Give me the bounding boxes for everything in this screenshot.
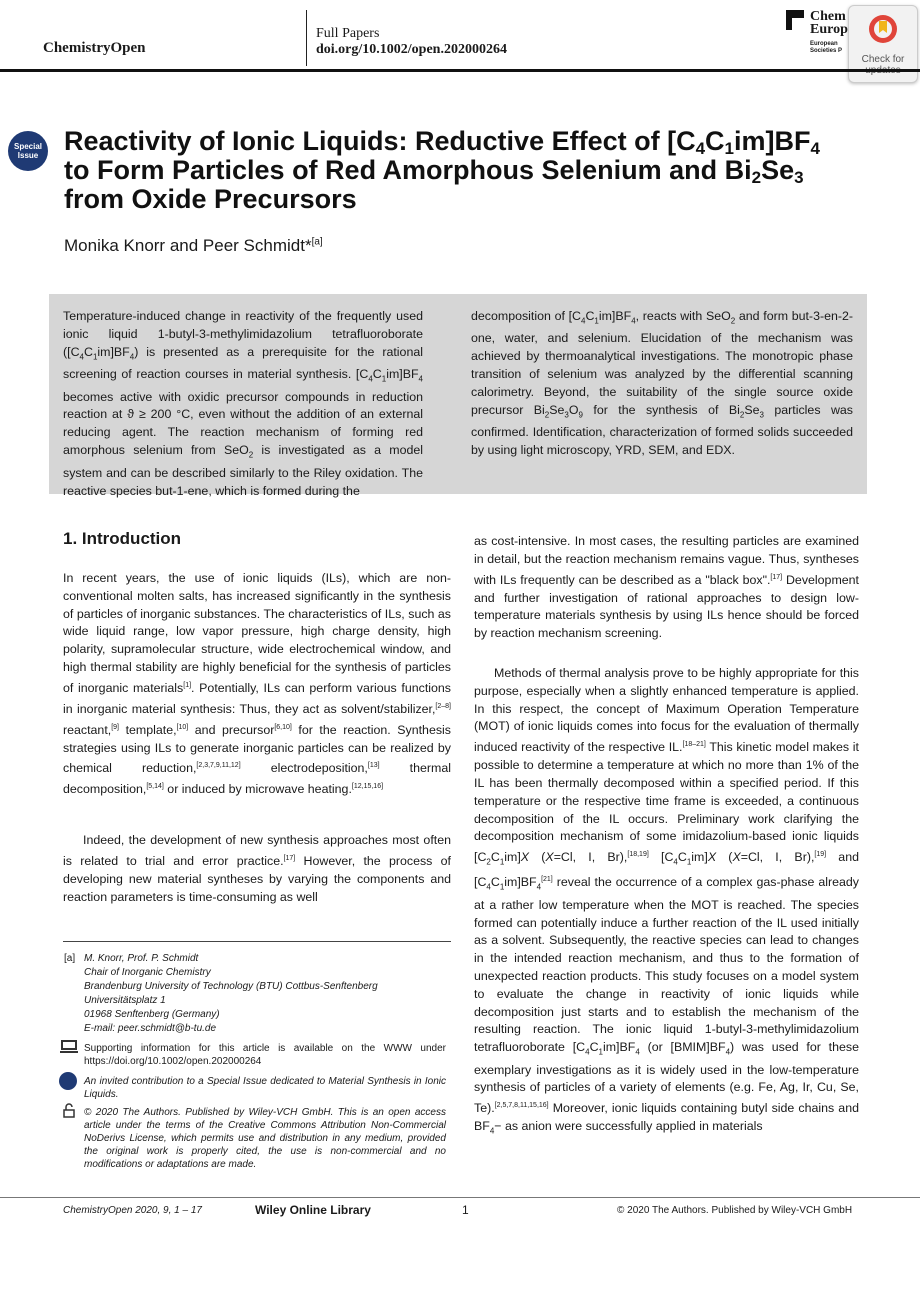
logo-text-line2: Europ	[810, 22, 848, 37]
section-heading: 1. Introduction	[63, 529, 182, 548]
doi-link[interactable]: doi.org/10.1002/open.202000264	[316, 42, 507, 57]
logo-text-line1: Chem	[810, 10, 846, 24]
intro-right-paragraph-1	[474, 533, 859, 643]
affiliation	[64, 952, 378, 1036]
special-issue-small-icon	[59, 1072, 77, 1090]
body-paragraph: as cost-intensive. In most cases, the resulting particles are examined in detail, but the reaction mechanism remains vague. Thus, syntheses with ILs frequently can be described as a "black box".[17] Development and further investigation of rational approaches to design low-temperature materials synthesis by using ILs hence should be forced by reaction mechanism screening.	[474, 534, 859, 641]
body-paragraph: Methods of thermal analysis prove to be highly appropriate for this purpose, especially when a slightly enhanced temperature is applied. In this respect, the concept of Maximum Operation Temperature (MOT) of ionic liquids comes into focus for the evaluation of thermally induced reactivity of the respective IL.[18–21] This kinetic model makes it possible to determine a temperature at which no more than 1% of the IL has been thermally decomposed within a specified period. If this temperature or the respective time frame is exceeded, a continuous decomposition of the IL occurs. Preliminary work clarifying the decomposition mechanism of some imidazolium-based ionic liquids $[C_2C_1im]X$ (X=Cl, I, Br),[18,19] $[C_4C_1im]X$ (X=Cl, I, Br),[19] and $[C_4C_1im]BF_4[21]$ reveal the occurrence of a complex gas-phase already at a rather low temperature when the MOT is reached. The species formed can potentially induce a further reaction of the IL used initially as a solvent. Subsequently, the reactive species can lead to changes in the intended reaction mechanism, and thus to the formation of unexpected reaction products. This study focuses on a model system to evaluate the change in reactivity of ionic liquids while decomposition just starts and to establish the mechanism of the resulting reaction. The ionic liquid 1-butyl-3-methylimidazolium tetrafluoroborate $[C_4C_1im]BF_4$ (or $[BMIM]BF_4$) was used for these exemplary investigations as it is widely used in the low-temperature synthesis of particles of a variety of elements (e.g. Fe, Ag, Ir, Cu, Se, Te).[2,5,7,8,11,15,16] Moreover, ionic liquids containing butyl side chains and $BF_4-$ as anion were successfully applied in materials	[474, 666, 859, 1136]
special-issue-badge	[8, 131, 48, 171]
affiliation-line: 01968 Senftenberg (Germany)	[84, 1009, 220, 1020]
chemistry-europe-logo	[786, 10, 850, 66]
abstract-right-column: decomposition of $[C_4C_1im]BF_4$, reacts with SeO$_2$ and form but-3-en-2-one, water, and selenium. Elucidation of the mechanism was achieved by thermoanalytical investigations. The monotropic phase transition of selenium was analyzed by the differential scanning calorimetry. Beyond, the suitability of the single source oxide precursor $Bi_2Se_3O_9$ for the synthesis of $Bi_2Se_3$ particles was confirmed. Identification, characterization of formed solids succeeded by using light microscopy, YRD, SEM, and EDX.	[471, 309, 854, 458]
wiley-online-library-link[interactable]: Wiley Online Library	[255, 1203, 371, 1217]
intro-left-paragraph-2	[63, 832, 451, 906]
logo-text-line3: European	[810, 41, 838, 47]
header-rule	[0, 69, 920, 72]
footer-rule	[0, 1197, 920, 1198]
badge-line1: Special	[13, 142, 42, 151]
article-title: Reactivity of Ionic Liquids: Reductive Effect of $[C_4C_1im]BF_4$ to Form Particles of Red Amorphous Selenium and $Bi_2Se_3$ from Oxide Precursors	[64, 126, 820, 214]
abstract-left-column: Temperature-induced change in reactivity of the frequently used ionic liquid 1-butyl-3-methylimidazolium tetrafluoroborate $([C_4C_1im]BF_4)$ is presented as a prerequisite for the rational screening of reaction courses in material synthesis. $[C_4C_1im]BF_4$ becomes active with oxidic precursor compounds in reduction reaction at ϑ ≥ 200 °C, even without the addition of an external reducing agent. The reaction mechanism of forming red amorphous selenium from SeO$_2$ is investigated as a model system and can be described similarly to the Riley oxidation. The reactive species but-1-ene, which is formed during the	[63, 309, 423, 498]
affiliation-line: M. Knorr, Prof. P. Schmidt	[84, 953, 199, 964]
page-number: 1	[462, 1203, 469, 1217]
crossmark-icon	[868, 14, 898, 44]
author-list: Monika Knorr and Peer Schmidt*[a]	[64, 236, 323, 255]
affiliation-label: [a]	[64, 953, 76, 964]
logo-text-line4: Societies P	[810, 48, 843, 54]
abstract-box	[49, 294, 867, 498]
supporting-info-note: Supporting information for this article is available on the WWW under https://doi.org/10.1002/open.202000264	[84, 1043, 446, 1067]
computer-icon	[60, 1039, 78, 1054]
chemistry-europe-mark-icon	[786, 10, 804, 30]
footer-citation: ChemistryOpen 2020, 9, 1 – 17	[63, 1205, 202, 1216]
footer-copyright: © 2020 The Authors. Published by Wiley-VCH GmbH	[617, 1205, 853, 1216]
badge-line2: Issue	[17, 151, 39, 160]
affiliation-line: Universitätsplatz 1	[84, 995, 166, 1006]
affiliation-line: Chair of Inorganic Chemistry	[84, 967, 211, 978]
journal-name: ChemistryOpen	[43, 40, 146, 56]
check-for-updates-label: Check for	[861, 54, 905, 65]
affiliation-email[interactable]: E-mail: peer.schmidt@b-tu.de	[84, 1023, 217, 1034]
intro-left-paragraph-1	[63, 570, 451, 799]
body-paragraph: Indeed, the development of new synthesis approaches most often is related to trial and error practice.[17] However, the process of developing new material syntheses by varying the components and reaction parameters is time-consuming as well	[63, 833, 451, 904]
affiliation-line: Brandenburg University of Technology (BTU) Cottbus-Senftenberg	[84, 981, 378, 992]
header-divider	[306, 10, 307, 66]
body-paragraph: In recent years, the use of ionic liquids (ILs), which are non-conventional molten salts, has increased significantly in the synthesis of particles of inorganic substances. The characteristics of ILs, such as wide liquid range, low vapor pressure, high charge density, high polarity, supramolecular structure, wide electrochemical window, and high thermal stability are highly beneficial for the synthesis of particles of inorganic materials[1]. Potentially, ILs can perform various functions in inorganic material synthesis: Thus, they act as solvent/stabilizer,[2–8] reactant,[9] template,[10] and precursor[6,10] for the reaction. Synthesis strategies using ILs to generate inorganic particles can be realized by chemical reduction,[2,3,7,9,11,12] electrodeposition,[13] thermal decomposition,[5,14] or induced by microwave heating.[12,15,16]	[63, 571, 451, 797]
invited-contribution-note: An invited contribution to a Special Issue dedicated to Material Synthesis in Ionic Liquids.	[84, 1076, 446, 1100]
license-note: © 2020 The Authors. Published by Wiley-VCH GmbH. This is an open access article under the terms of the Creative Commons Attribution Non-Commercial NoDerivs License, which permits use and distribution in any medium, provided the original work is properly cited, the use is non-commercial and no modifications or adaptations are made.	[84, 1107, 446, 1170]
footnote-divider	[63, 941, 451, 942]
open-access-icon	[60, 1103, 78, 1118]
intro-right-paragraph-2	[474, 665, 859, 1140]
article-section: Full Papers	[316, 26, 380, 41]
